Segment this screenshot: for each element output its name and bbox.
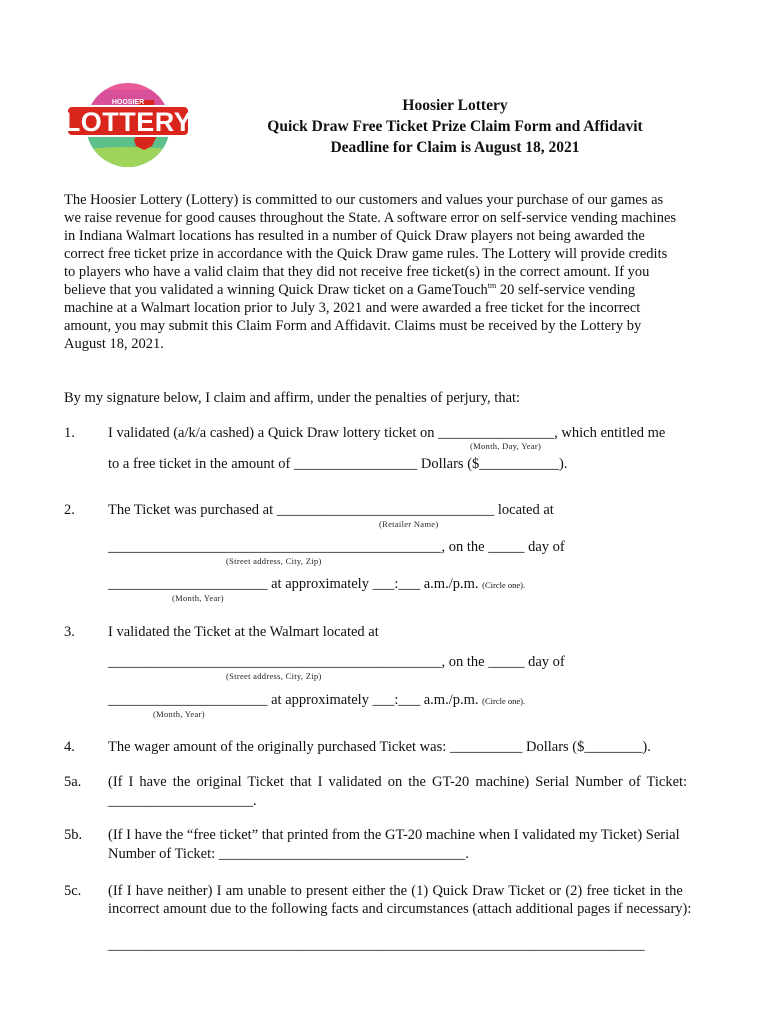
intro-line: we raise revenue for good causes throughout the State. A software error on self-service vending machines <box>64 210 677 226</box>
item-5c-explanation-field[interactable]: __________________________________________________________________________ <box>108 937 645 953</box>
item-3-time-text: ______________________ at approximately ___:___ a.m./p.m. <box>108 692 479 708</box>
item-3-circle-one: (Circle one). <box>482 696 526 706</box>
trademark-mark: tm <box>487 281 497 290</box>
intro-paragraph <box>64 191 714 353</box>
item-1-validated-date[interactable]: I validated (a/k/a cashed) a Quick Draw lottery ticket on ________________, which entitled me <box>108 425 666 441</box>
item-5c-text-continued: incorrect amount due to the following facts and circumstances (attach additional pages if necessary): <box>108 901 692 917</box>
item-number-3: 3. <box>64 624 75 640</box>
item-2-time-text: ______________________ at approximately ___:___ a.m./p.m. <box>108 576 479 592</box>
item-number-1: 1. <box>64 425 75 441</box>
item-2-circle-one: (Circle one). <box>482 580 526 590</box>
item-number-4: 4. <box>64 739 75 755</box>
item-3-month-hint: (Month, Year) <box>153 709 205 719</box>
item-3-street-address[interactable]: ______________________________________________, on the _____ day of <box>108 654 565 670</box>
item-number-5c: 5c. <box>64 883 82 899</box>
intro-line: August 18, 2021. <box>64 336 164 352</box>
item-1-date-hint: (Month, Day, Year) <box>470 441 542 451</box>
form-header <box>220 95 690 158</box>
logo-big-text: LOTTERY <box>64 107 192 137</box>
intro-line: machine at a Walmart location prior to July 3, 2021 and were awarded a free ticket for the incorrect <box>64 300 641 316</box>
item-1-free-ticket-amount[interactable]: to a free ticket in the amount of _________________ Dollars ($___________). <box>108 456 568 472</box>
item-4-wager-amount[interactable]: The wager amount of the originally purchased Ticket was: __________ Dollars ($________). <box>108 739 651 755</box>
item-3-walmart-text: I validated the Ticket at the Walmart located at <box>108 624 379 640</box>
item-2-time[interactable] <box>108 575 525 594</box>
item-3-address-hint: (Street address, City, Zip) <box>226 671 322 681</box>
logo-small-text: HOOSIER <box>111 99 145 106</box>
item-5b-serial-field[interactable]: Number of Ticket: __________________________________. <box>108 846 469 862</box>
item-5c-text: (If I have neither) I am unable to present either the (1) Quick Draw Ticket or (2) free ticket in the <box>108 883 683 899</box>
item-2-retailer-hint: (Retailer Name) <box>379 519 439 529</box>
intro-line-tail: 20 self-service vending <box>496 282 636 298</box>
intro-line <box>64 281 714 299</box>
item-5a-serial-field[interactable]: ____________________. <box>108 793 257 809</box>
intro-line: to players who have a valid claim that they did not receive free ticket(s) in the correct amount. If you <box>64 264 650 280</box>
item-2-month-hint: (Month, Year) <box>172 593 224 603</box>
intro-line: in Indiana Walmart locations has resulted in a number of Quick Draw players not being awarded the <box>64 228 645 244</box>
item-number-2: 2. <box>64 502 75 518</box>
header-deadline: Deadline for Claim is August 18, 2021 <box>330 139 580 156</box>
hoosier-lottery-logo <box>64 80 192 170</box>
item-2-street-address[interactable]: ______________________________________________, on the _____ day of <box>108 539 565 555</box>
intro-line: amount, you may submit this Claim Form and Affidavit. Claims must be received by the Lottery by <box>64 318 642 334</box>
intro-line: correct free ticket prize in accordance with the Quick Draw game rules. The Lottery will provide credits <box>64 246 668 262</box>
affirmation-statement: By my signature below, I claim and affirm, under the penalties of perjury, that: <box>64 390 521 406</box>
intro-line: The Hoosier Lottery (Lottery) is committed to our customers and values your purchase of our games as <box>64 192 664 208</box>
item-5b-text: (If I have the “free ticket” that printed from the GT-20 machine when I validated my Ticket) Serial <box>108 827 680 843</box>
header-title: Hoosier Lottery <box>402 97 508 114</box>
item-5a-text: (If I have the original Ticket that I validated on the GT-20 machine) Serial Number of Ticket: <box>108 774 688 790</box>
item-2-address-hint: (Street address, City, Zip) <box>226 556 322 566</box>
intro-line-text: believe that you validated a winning Quick Draw ticket on a GameTouch <box>64 282 488 298</box>
item-number-5a: 5a. <box>64 774 82 790</box>
header-subtitle: Quick Draw Free Ticket Prize Claim Form and Affidavit <box>267 118 643 135</box>
item-number-5b: 5b. <box>64 827 83 843</box>
item-2-retailer-name[interactable]: The Ticket was purchased at ______________________________ located at <box>108 502 554 518</box>
item-3-time[interactable] <box>108 691 525 710</box>
